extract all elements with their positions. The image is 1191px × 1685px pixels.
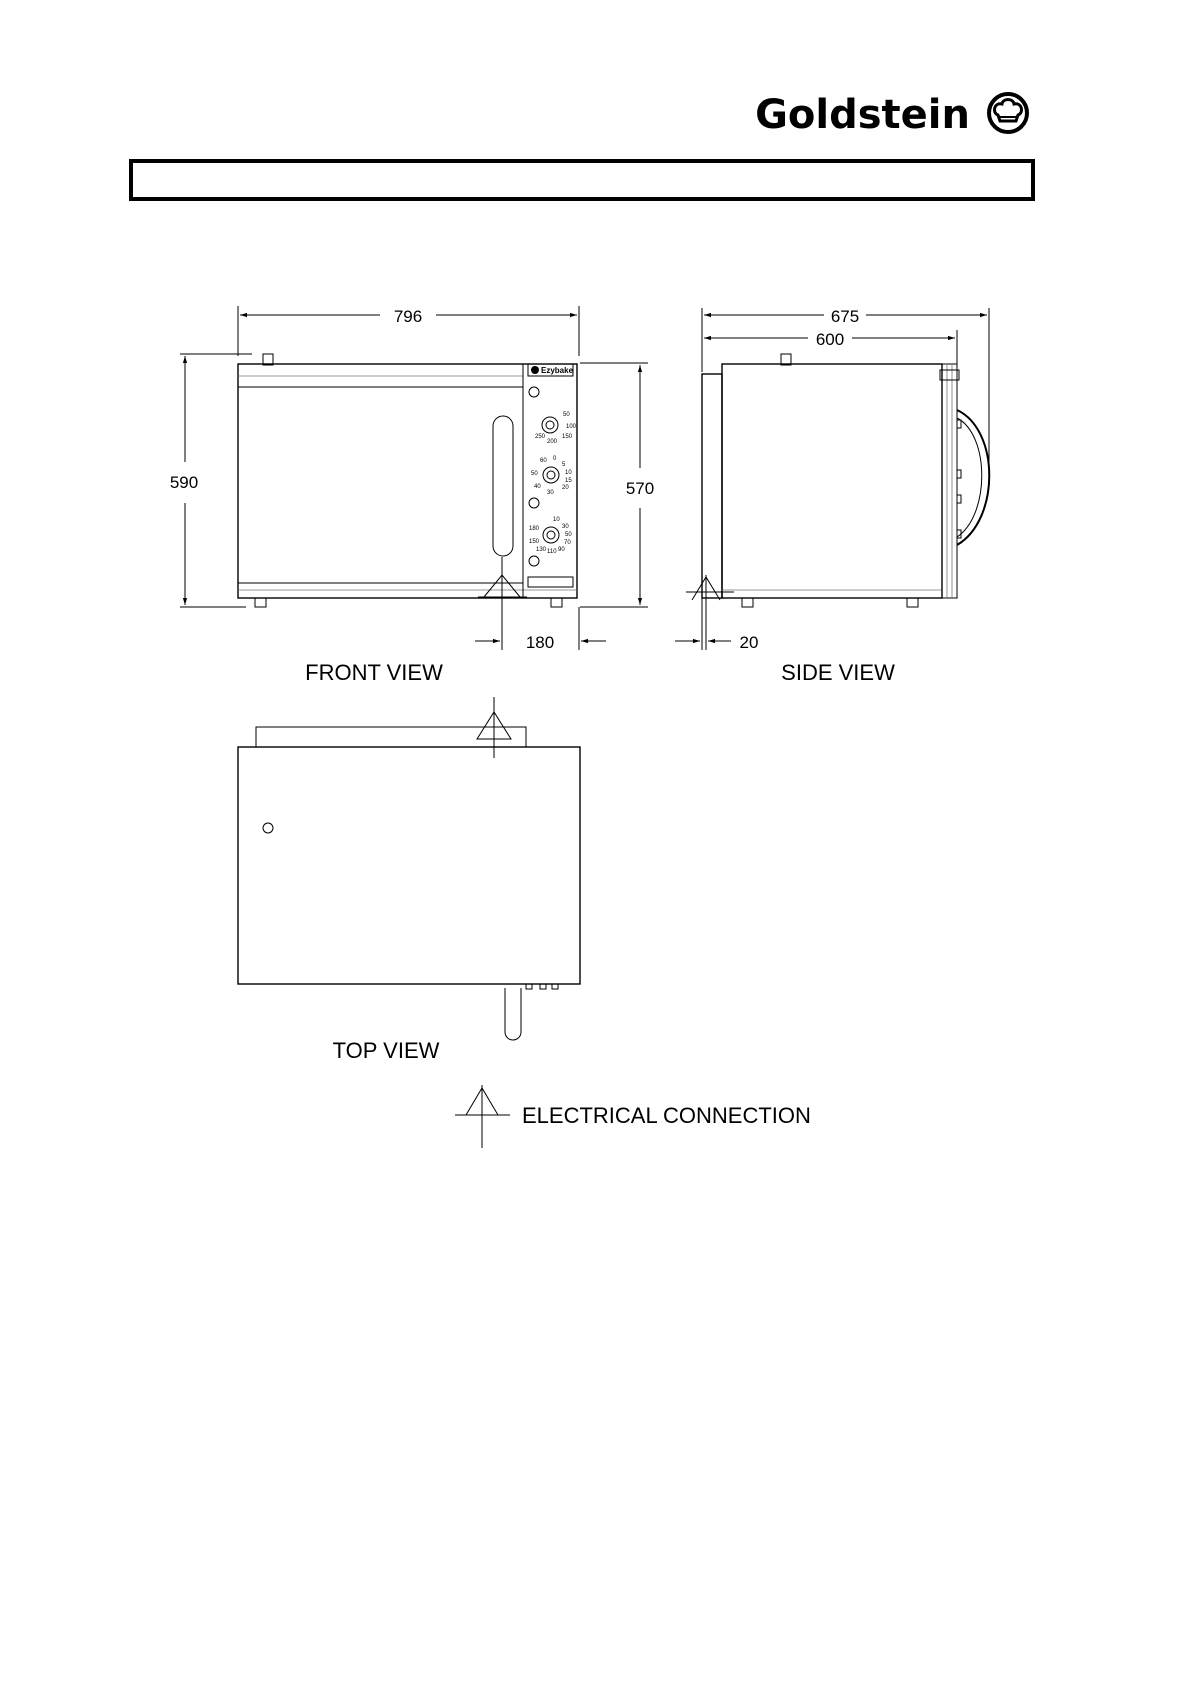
dim-depth: 675 <box>830 307 860 326</box>
legend <box>455 1085 811 1148</box>
dim-width: 796 <box>393 307 423 326</box>
chef-hat-icon <box>989 94 1027 132</box>
dim-height: 590 <box>169 473 199 492</box>
dim-height-body: 570 <box>625 479 655 498</box>
dial-scale-label: 60 <box>540 458 547 464</box>
dial-scale-label: 100 <box>566 424 577 430</box>
dial-scale-label: 40 <box>534 484 541 490</box>
dim-connection-offset: 180 <box>525 633 555 652</box>
dim-rear-offset: 20 <box>739 633 759 652</box>
side-view <box>675 307 989 685</box>
dial-scale-label: 20 <box>562 485 569 491</box>
dial-scale-label: 5 <box>562 462 566 468</box>
dial-scale-label: 200 <box>547 439 558 445</box>
side-view-label: SIDE VIEW <box>781 660 895 685</box>
dial-scale-label: 150 <box>529 539 540 545</box>
dial-scale-label: 30 <box>547 490 554 496</box>
dial-scale-label: 10 <box>565 470 572 476</box>
legend-text: ELECTRICAL CONNECTION <box>522 1103 811 1128</box>
front-view-label: FRONT VIEW <box>305 660 443 685</box>
dial-scale-label: 90 <box>558 547 565 553</box>
dial-scale-label: 150 <box>562 434 573 440</box>
dial-scale-label: 70 <box>564 540 571 546</box>
dial-scale-label: 50 <box>565 532 572 538</box>
top-view-label: TOP VIEW <box>332 1038 440 1063</box>
top-view <box>238 697 580 1063</box>
electrical-connection-icon <box>455 1085 510 1148</box>
brand-logo <box>755 92 1027 138</box>
dial-2-scale <box>531 456 572 496</box>
brand-name: Goldstein <box>755 92 970 138</box>
dial-scale-label: 250 <box>535 434 546 440</box>
dial-3-scale <box>529 517 572 555</box>
dial-scale-label: 10 <box>553 517 560 523</box>
panel-badge: Ezybake <box>541 366 574 375</box>
title-box <box>131 161 1033 199</box>
dial-scale-label: 15 <box>565 478 572 484</box>
front-view <box>170 306 654 685</box>
dial-scale-label: 180 <box>529 526 540 532</box>
dial-scale-label: 30 <box>562 524 569 530</box>
electrical-connection-marker-front <box>478 557 527 620</box>
dial-scale-label: 50 <box>531 471 538 477</box>
dial-1-scale <box>535 412 577 445</box>
dim-depth-body: 600 <box>815 330 845 349</box>
electrical-connection-marker-side <box>686 575 734 650</box>
dial-scale-label: 110 <box>547 549 557 555</box>
dial-scale-label: 50 <box>563 412 570 418</box>
dial-scale-label: 0 <box>553 456 557 462</box>
dial-scale-label: 130 <box>536 547 547 553</box>
